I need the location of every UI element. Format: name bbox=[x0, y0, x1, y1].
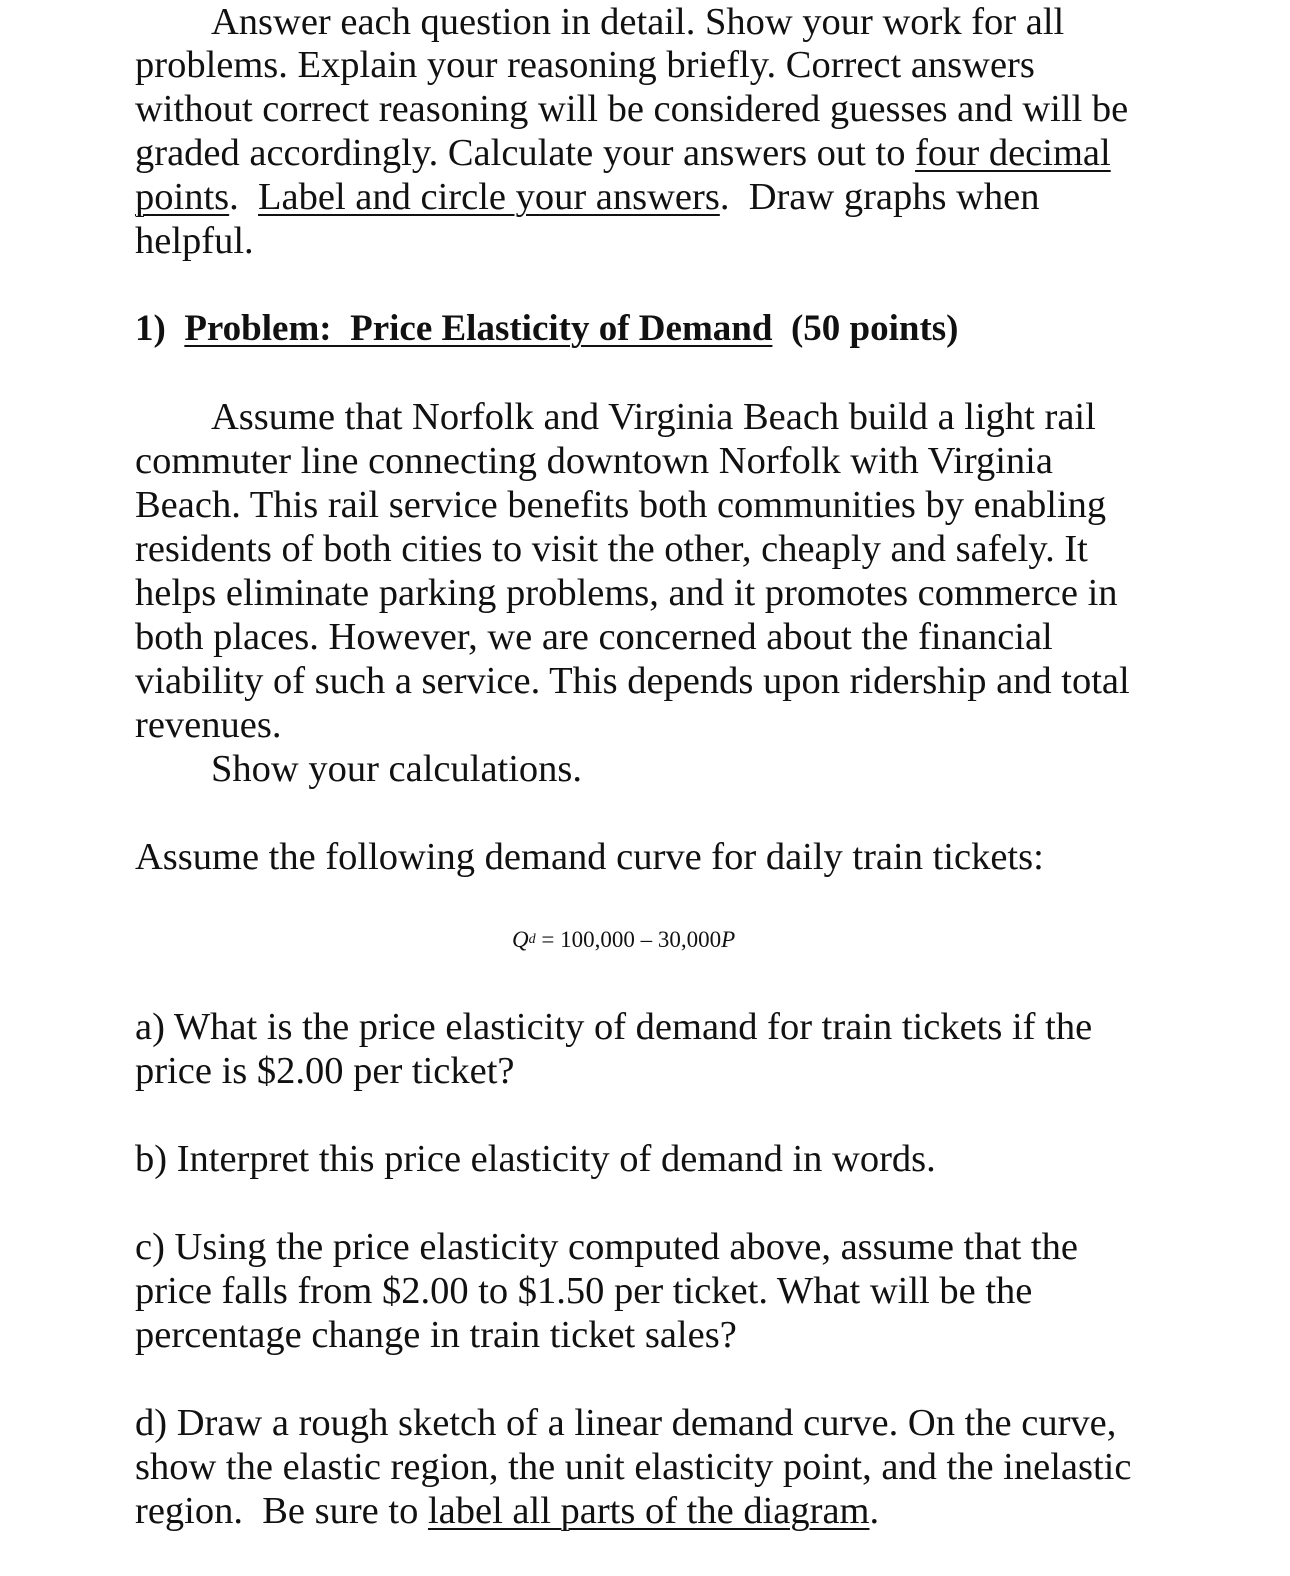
scenario-line: helps eliminate parking problems, and it promotes commerce in bbox=[135, 572, 1118, 614]
problem-points: (50 points) bbox=[790, 308, 959, 349]
instructions-text: . bbox=[229, 176, 259, 218]
scenario-line: residents of both cities to visit the other, cheaply and safely. It bbox=[135, 528, 1088, 570]
scenario-line: both places. However, we are concerned about the financial bbox=[135, 616, 1053, 658]
equation-superscript: d bbox=[528, 932, 536, 947]
question-c-line: price falls from $2.00 to $1.50 per ticket. What will be the bbox=[135, 1270, 1033, 1312]
instructions-text: graded accordingly. Calculate your answers out to bbox=[135, 132, 916, 174]
instructions-text: . Draw graphs when bbox=[719, 176, 1040, 218]
problem-number: 1) bbox=[135, 308, 166, 349]
scenario-line: Beach. This rail service benefits both communities by enabling bbox=[135, 484, 1107, 526]
instructions-line: problems. Explain your reasoning briefly. Correct answers bbox=[135, 44, 1035, 86]
problem-heading bbox=[135, 307, 959, 351]
underlined-text: Label and circle your answers bbox=[258, 176, 720, 218]
question-c-line: percentage change in train ticket sales? bbox=[135, 1314, 737, 1356]
question-b-line: b) Interpret this price elasticity of demand in words. bbox=[135, 1138, 936, 1180]
question-a-line: a) What is the price elasticity of demand for train tickets if the bbox=[135, 1006, 1093, 1048]
instructions-line bbox=[135, 131, 1111, 175]
question-d-line bbox=[135, 1489, 879, 1533]
scenario-line: viability of such a service. This depends upon ridership and total bbox=[135, 660, 1130, 702]
underlined-text: four decimal bbox=[915, 132, 1111, 174]
scenario-line: commuter line connecting downtown Norfolk with Virginia bbox=[135, 440, 1053, 482]
problem-title: Problem: Price Elasticity of Demand bbox=[184, 308, 773, 349]
underlined-text: label all parts of the diagram bbox=[427, 1490, 870, 1532]
scenario-line: Show your calculations. bbox=[211, 748, 583, 790]
scenario-line: revenues. bbox=[135, 704, 282, 746]
equation-lhs: Q bbox=[512, 927, 529, 952]
question-d-text: . bbox=[869, 1490, 880, 1532]
equation-variable: P bbox=[721, 927, 736, 952]
question-c-line: c) Using the price elasticity computed above, assume that the bbox=[135, 1226, 1078, 1268]
question-d-text: region. Be sure to bbox=[135, 1490, 428, 1532]
scenario-line: Assume that Norfolk and Virginia Beach build a light rail bbox=[211, 396, 1096, 438]
question-d-line: d) Draw a rough sketch of a linear demand curve. On the curve, bbox=[135, 1402, 1117, 1444]
equation-rhs: = 100,000 – 30,000 bbox=[535, 927, 722, 952]
question-d-line: show the elastic region, the unit elasticity point, and the inelastic bbox=[135, 1446, 1132, 1488]
instructions-line bbox=[135, 175, 1040, 219]
demand-equation bbox=[512, 925, 735, 959]
demand-intro: Assume the following demand curve for daily train tickets: bbox=[135, 836, 1044, 878]
question-a-line: price is $2.00 per ticket? bbox=[135, 1050, 515, 1092]
instructions-line: helpful. bbox=[135, 220, 254, 262]
instructions-line: without correct reasoning will be considered guesses and will be bbox=[135, 88, 1129, 130]
underlined-text: points bbox=[135, 176, 230, 218]
instructions-line: Answer each question in detail. Show your work for all bbox=[211, 1, 1065, 43]
